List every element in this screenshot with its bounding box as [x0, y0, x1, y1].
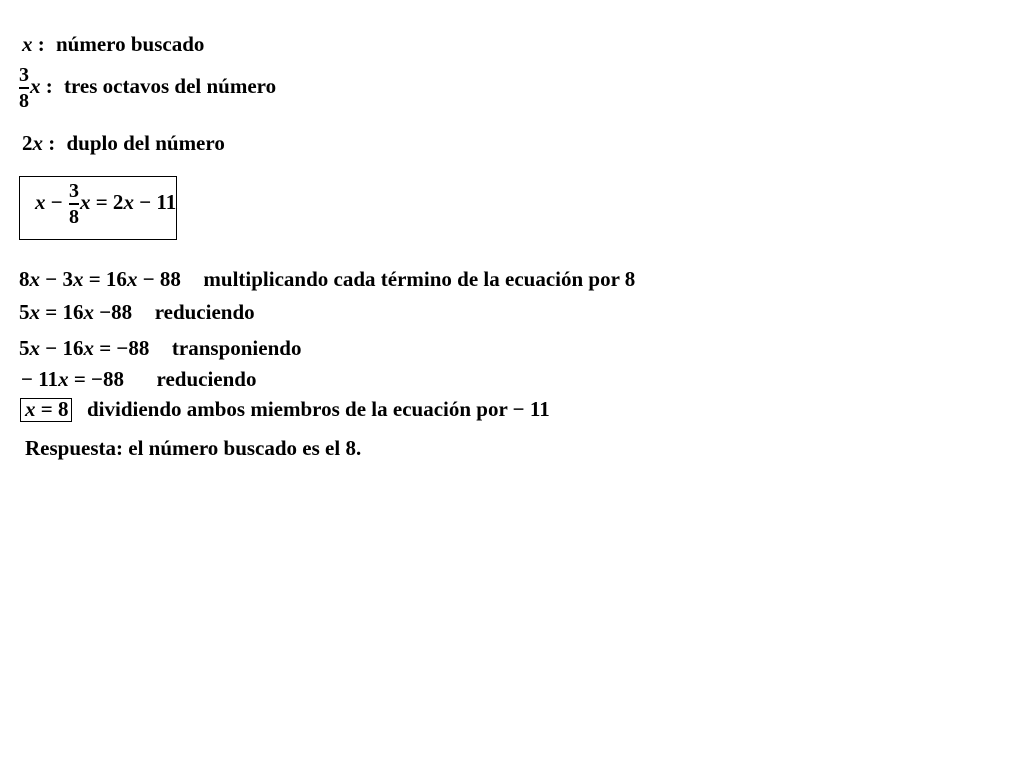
minus-sign: −: [50, 189, 63, 214]
fraction-denominator: 8: [19, 90, 29, 112]
step-note: multiplicando cada término de la ecuación por 8: [203, 267, 636, 291]
variable-x: x: [123, 189, 134, 214]
fraction-three-eighths: [19, 65, 29, 111]
variable-x: x: [58, 367, 69, 391]
variable-x: x: [72, 267, 84, 291]
coefficient: 2: [22, 131, 33, 155]
step-note: reduciendo: [156, 367, 257, 391]
step-equation: [19, 267, 186, 291]
step-transpose: [19, 338, 301, 359]
variable-x: x: [32, 131, 43, 155]
term: 5: [19, 336, 30, 360]
definition-text: tres octavos del número: [64, 73, 277, 98]
term: = −88: [93, 336, 150, 360]
main-equation-box: [19, 176, 177, 240]
step-note: reduciendo: [154, 300, 255, 324]
definition-three-eighths: [18, 65, 276, 111]
variable-x: x: [25, 397, 36, 421]
variable-x: x: [79, 189, 91, 214]
term: − 11: [21, 367, 59, 391]
term: − 16: [40, 336, 84, 360]
fraction-numerator: 3: [68, 180, 79, 202]
fraction-denominator: 8: [68, 206, 79, 228]
step-note: transponiendo: [171, 336, 302, 360]
step-equation: [21, 367, 129, 391]
variable-x: x: [29, 336, 40, 360]
fraction-bar: [69, 203, 79, 205]
term: 8: [19, 267, 30, 291]
step-equation: [19, 336, 155, 360]
fraction-numerator: 3: [19, 64, 29, 86]
minus-eleven: − 11: [139, 189, 177, 214]
answer-text: Respuesta: el número buscado es el 8.: [25, 436, 362, 460]
term: = −88: [68, 367, 124, 391]
separator: :: [37, 32, 45, 56]
main-equation: [35, 181, 176, 227]
separator: :: [48, 131, 56, 155]
separator: :: [45, 73, 53, 98]
term: −88: [93, 300, 133, 324]
variable-x: x: [29, 300, 40, 324]
step-reduce-2: [21, 369, 256, 390]
answer-line: [25, 438, 361, 459]
term: = 8: [35, 397, 69, 421]
fraction-three-eighths: [69, 181, 79, 227]
variable-x: x: [22, 32, 33, 56]
solution-box: [20, 398, 72, 422]
step-equation: [19, 300, 137, 324]
term: 5: [19, 300, 30, 324]
variable-x: x: [126, 267, 138, 291]
definition-text: número buscado: [56, 32, 205, 56]
variable-x: x: [30, 73, 41, 98]
step-divide: [20, 398, 550, 422]
variable-x: x: [35, 189, 46, 214]
variable-x: x: [29, 267, 40, 291]
definition-text: duplo del número: [66, 131, 225, 155]
equals-two: = 2: [95, 189, 124, 214]
term: = 16: [83, 267, 127, 291]
variable-x: x: [83, 300, 94, 324]
step-multiply: [19, 269, 635, 290]
term: − 88: [137, 267, 181, 291]
definition-double: [22, 133, 225, 154]
term: − 3: [40, 267, 73, 291]
step-note: dividiendo ambos miembros de la ecuación por − 11: [86, 397, 550, 421]
definition-unknown: [22, 34, 204, 55]
term: = 16: [40, 300, 84, 324]
variable-x: x: [83, 336, 94, 360]
fraction-bar: [19, 87, 29, 89]
step-reduce-1: [19, 302, 255, 323]
